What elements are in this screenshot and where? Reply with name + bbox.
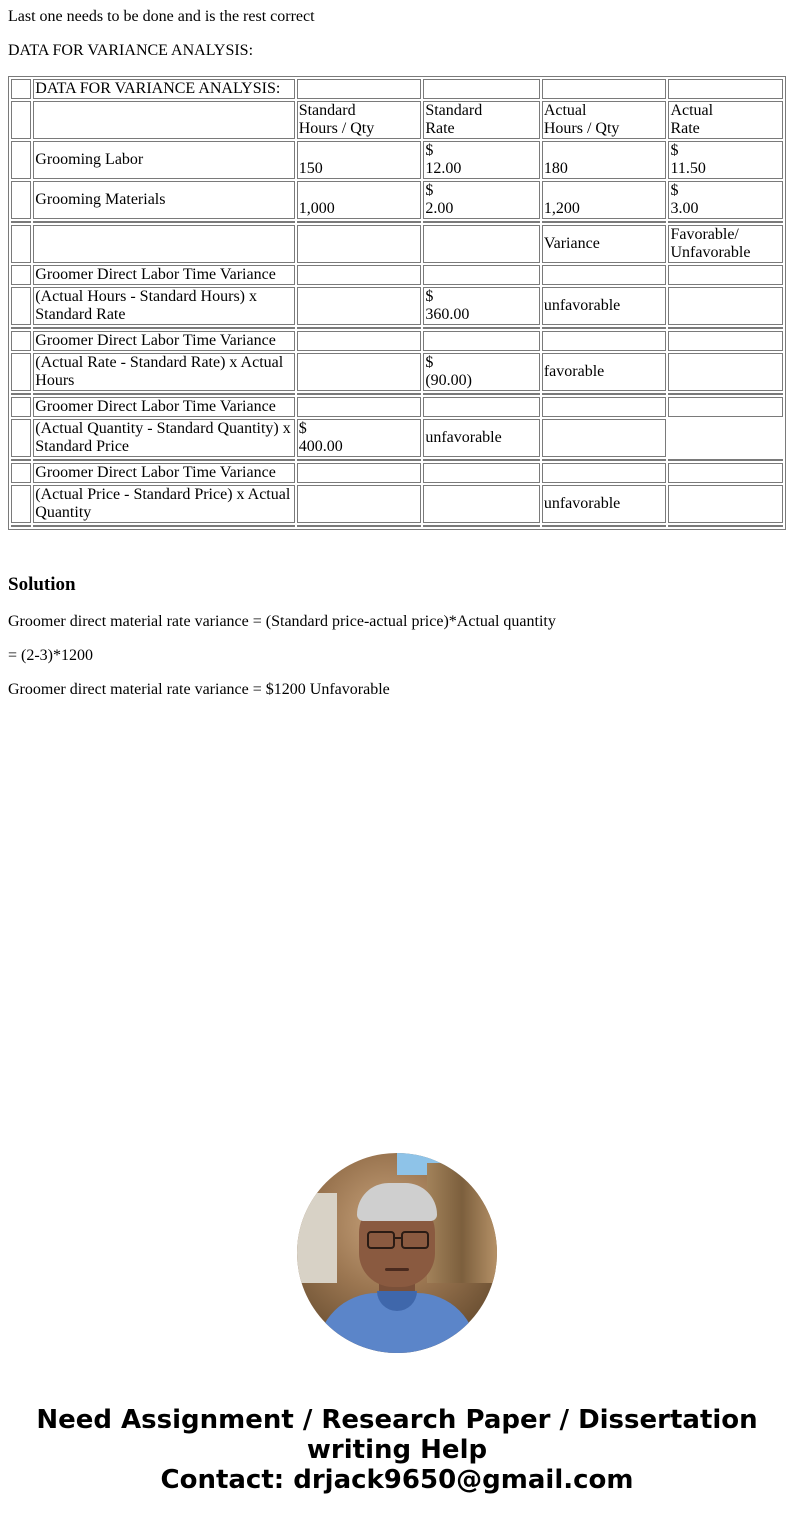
- author-avatar: [297, 1153, 497, 1353]
- solution-line: Groomer direct material rate variance = $1200 Unfavorable: [8, 681, 390, 698]
- variance-status: unfavorable: [542, 485, 667, 523]
- solution-title: Solution: [8, 574, 76, 595]
- materials-std-qty: 1,000: [297, 181, 422, 219]
- section-title: Groomer Direct Labor Time Variance: [33, 331, 294, 351]
- section-heading: DATA FOR VARIANCE ANALYSIS:: [8, 42, 254, 59]
- materials-std-rate: $ 2.00: [423, 181, 540, 219]
- table-row: [11, 397, 783, 417]
- table-title: DATA FOR VARIANCE ANALYSIS:: [33, 79, 294, 99]
- table-row: [11, 331, 783, 351]
- section-formula: (Actual Hours - Standard Hours) x Standard Rate: [33, 287, 294, 325]
- table-cell: [542, 79, 667, 99]
- labor-act-qty: 180: [542, 141, 667, 179]
- section-formula: (Actual Quantity - Standard Quantity) x Standard Price: [33, 419, 294, 457]
- variance-table: [8, 76, 786, 530]
- materials-label: Grooming Materials: [33, 181, 294, 219]
- variance-status: unfavorable: [423, 419, 540, 457]
- promo-line: Need Assignment / Research Paper / Dissertation: [36, 1405, 758, 1435]
- table-row: [11, 287, 783, 325]
- labor-std-rate: $ 12.00: [423, 141, 540, 179]
- materials-act-qty: 1,200: [542, 181, 667, 219]
- variance-status: unfavorable: [542, 287, 667, 325]
- labor-act-rate: $ 11.50: [668, 141, 783, 179]
- variance-amount: $ 360.00: [423, 287, 540, 325]
- table-cell: [297, 225, 422, 263]
- table-cell: [11, 225, 31, 263]
- table-cell: [423, 225, 540, 263]
- labor-label: Grooming Labor: [33, 141, 294, 179]
- section-formula: (Actual Rate - Standard Rate) x Actual Hours: [33, 353, 294, 391]
- section-title: Groomer Direct Labor Time Variance: [33, 397, 294, 417]
- section-formula: (Actual Price - Standard Price) x Actual Quantity: [33, 485, 294, 523]
- table-row: [11, 485, 783, 523]
- section-title: Groomer Direct Labor Time Variance: [33, 265, 294, 285]
- table-cell: [33, 101, 294, 139]
- table-row: [11, 463, 783, 483]
- promo-contact: Contact: drjack9650@gmail.com: [160, 1465, 634, 1495]
- solution-line: Groomer direct material rate variance = (Standard price-actual price)*Actual quantity: [8, 613, 556, 630]
- header-actual-hours: Actual Hours / Qty: [542, 101, 667, 139]
- table-cell: [423, 79, 540, 99]
- materials-act-rate: $ 3.00: [668, 181, 783, 219]
- header-standard-hours: Standard Hours / Qty: [297, 101, 422, 139]
- solution-line: = (2-3)*1200: [8, 647, 94, 664]
- labor-std-qty: 150: [297, 141, 422, 179]
- table-row: [11, 353, 783, 391]
- header-standard-rate: Standard Rate: [423, 101, 540, 139]
- table-row: [11, 265, 783, 285]
- table-cell: [11, 101, 31, 139]
- intro-text: Last one needs to be done and is the rest correct: [8, 8, 315, 25]
- table-cell: [11, 141, 31, 179]
- variance-amount: $ (90.00): [423, 353, 540, 391]
- table-cell: [297, 79, 422, 99]
- table-cell: [33, 225, 294, 263]
- promo-line: writing Help: [306, 1435, 488, 1465]
- section-title: Groomer Direct Labor Time Variance: [33, 463, 294, 483]
- table-cell: [11, 79, 31, 99]
- header-actual-rate: Actual Rate: [668, 101, 783, 139]
- table-row: [11, 419, 783, 457]
- table-cell: [11, 181, 31, 219]
- variance-status: favorable: [542, 353, 667, 391]
- table-row: [11, 141, 783, 179]
- table-cell: [668, 79, 783, 99]
- header-favorable: Favorable/ Unfavorable: [668, 225, 783, 263]
- variance-amount: $ 400.00: [297, 419, 422, 457]
- table-row: [11, 181, 783, 219]
- header-variance: Variance: [542, 225, 667, 263]
